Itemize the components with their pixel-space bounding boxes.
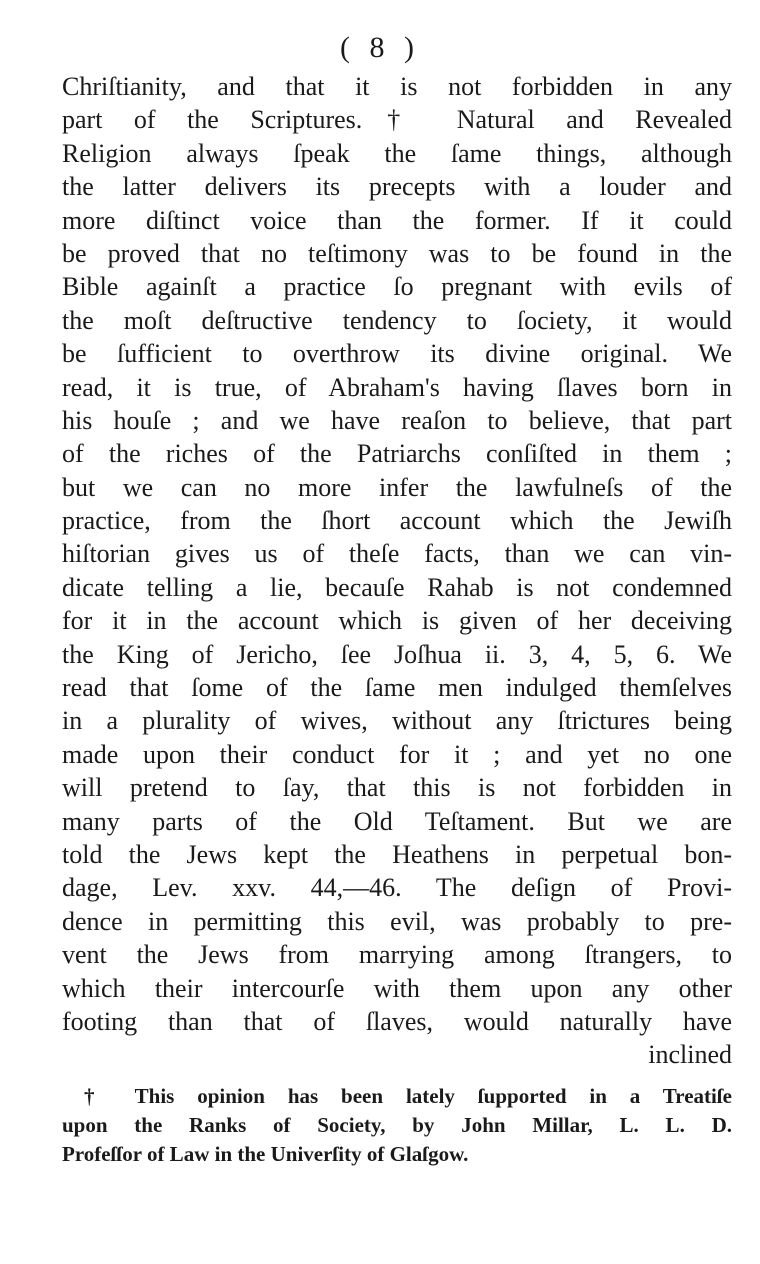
text-line: hiſtorian gives us of theſe facts, than we can vin- <box>62 539 732 569</box>
text-line: be ſufficient to overthrow its divine original. We <box>62 339 732 369</box>
body-text <box>62 70 732 1072</box>
footnote-line: † This opinion has been lately ſupported in a Treatiſe <box>84 1084 732 1108</box>
text-line: made upon their conduct for it ; and yet no one <box>62 739 732 769</box>
text-line: his houſe ; and we have reaſon to believe, that part <box>62 405 732 435</box>
text-line: will pretend to ſay, that this is not forbidden in <box>62 773 732 803</box>
page-number: ( 8 ) <box>340 31 420 64</box>
text-line: vent the Jews from marrying among ſtrangers, to <box>62 940 732 970</box>
text-line: of the riches of the Patriarchs conſiſted in them ; <box>62 439 732 469</box>
text-line: in a plurality of wives, without any ſtrictures being <box>62 706 732 736</box>
text-line: Bible againſt a practice ſo pregnant with evils of <box>62 272 732 302</box>
catchword: inclined <box>648 1040 732 1070</box>
text-line: more diſtinct voice than the former. If it could <box>62 205 732 235</box>
text-line: part of the Scriptures.† Natural and Revealed <box>62 105 732 135</box>
text-line: many parts of the Old Teſtament. But we are <box>62 806 732 836</box>
footnote <box>62 1082 732 1169</box>
text-line: the King of Jericho, ſee Joſhua ii. 3, 4, 5, 6. We <box>62 639 732 669</box>
text-line: dicate telling a lie, becauſe Rahab is not condemned <box>62 572 732 602</box>
footnote-line: upon the Ranks of Society, by John Millar, L. L. D. <box>62 1113 732 1137</box>
text-line: footing than that of ſlaves, would naturally have <box>62 1006 732 1036</box>
text-line: be proved that no teſtimony was to be found in the <box>62 238 732 268</box>
text-line: which their intercourſe with them upon any other <box>62 973 732 1003</box>
text-line: dence in permitting this evil, was probably to pre- <box>62 906 732 936</box>
footnote-line: Profeſſor of Law in the Univerſity of Glaſgow. <box>62 1142 469 1166</box>
text-line: for it in the account which is given of her deceiving <box>62 606 732 636</box>
text-line: told the Jews kept the Heathens in perpetual bon- <box>62 839 732 869</box>
text-line: Chriſtianity, and that it is not forbidden in any <box>62 72 732 101</box>
text-line: practice, from the ſhort account which the Jewiſh <box>62 506 732 536</box>
text-line: read, it is true, of Abraham's having ſlaves born in <box>62 372 732 402</box>
text-line: Religion always ſpeak the ſame things, although <box>62 138 732 168</box>
text-line: read that ſome of the ſame men indulged themſelves <box>62 673 732 703</box>
text-line: but we can no more infer the lawfulneſs of the <box>62 472 732 502</box>
text-line: the moſt deſtructive tendency to ſociety, it would <box>62 305 732 335</box>
text-line: dage, Lev. xxv. 44,—46. The deſign of Provi- <box>62 873 732 903</box>
text-line: the latter delivers its precepts with a louder and <box>62 172 732 202</box>
